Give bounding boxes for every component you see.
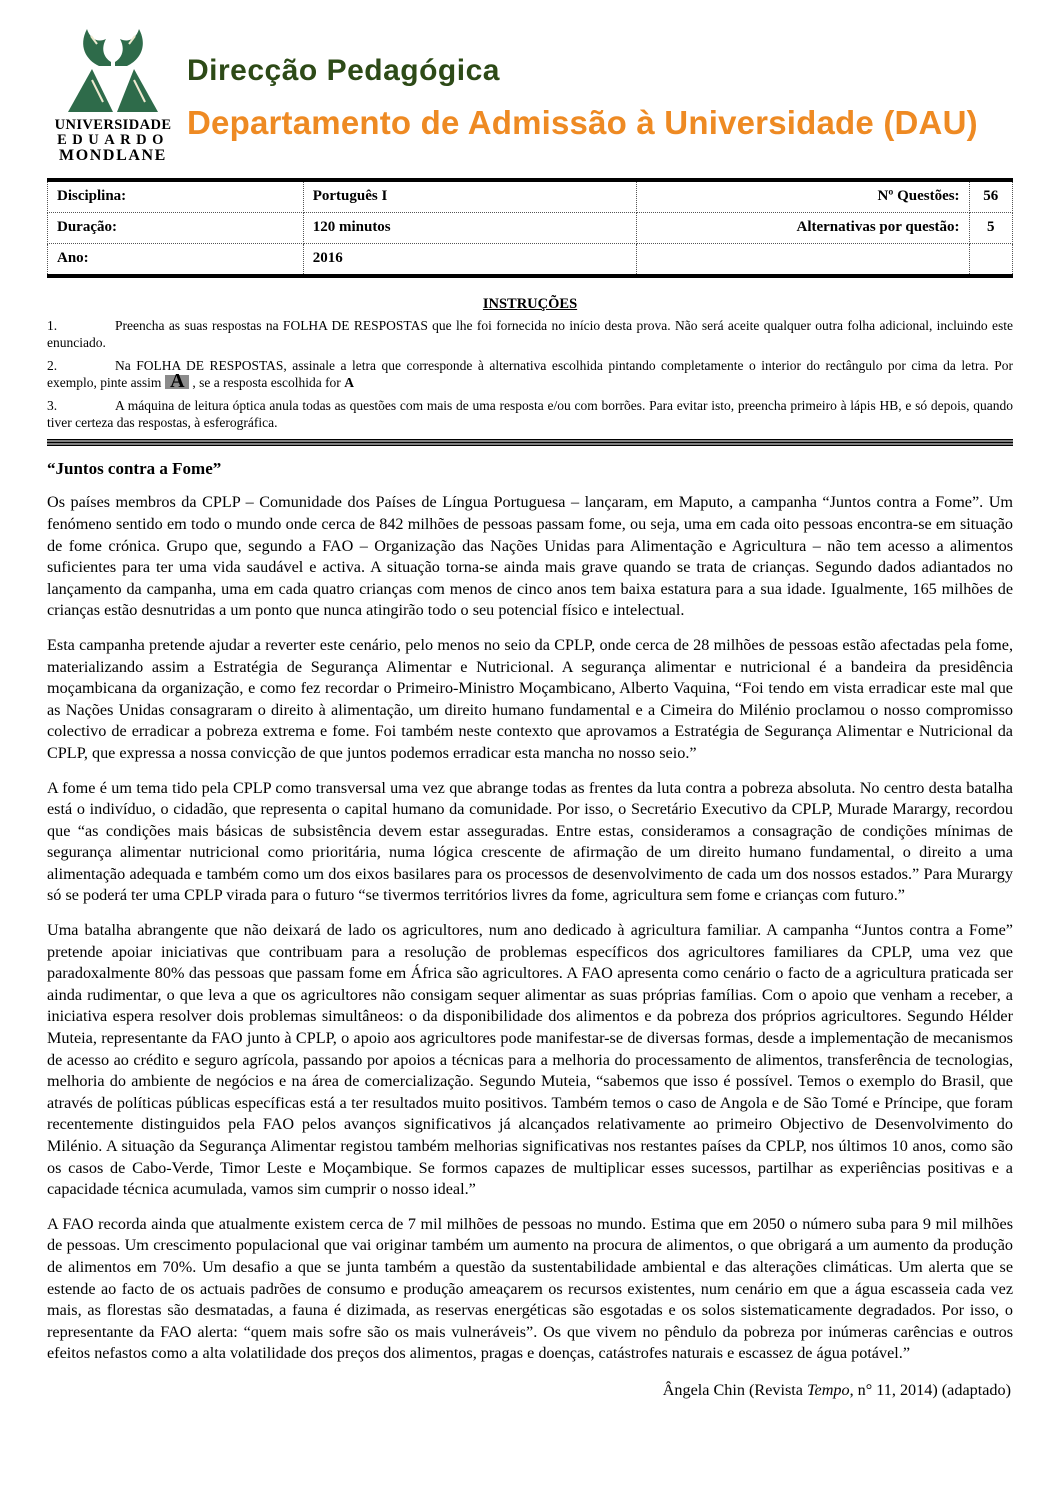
table-row-ano <box>48 243 1013 276</box>
instruction-text: Na FOLHA DE RESPOSTAS, assinale a letra que corresponde à alternativa escolhida pintando completamente o interior do rectângulo por cima da letra. Por exemplo, pinte assim <box>47 358 1013 390</box>
example-answer-letter: A <box>344 374 354 390</box>
uem-emblem-icon <box>53 24 173 116</box>
table-row-disciplina <box>48 180 1013 213</box>
instruction-number: 1. <box>47 318 58 334</box>
logo-text-line: UNIVERSIDADE <box>54 117 172 133</box>
header-titles <box>179 24 1013 142</box>
instruction-number: 2. <box>47 358 58 374</box>
reading-text <box>47 459 1013 1400</box>
logo-text-line: EDUARDO <box>57 131 169 148</box>
questoes-label: Nº Questões: <box>636 180 969 213</box>
ano-value: 2016 <box>303 243 636 276</box>
article-paragraph-4: Uma batalha abrangente que não deixará de lado os agricultores, num ano dedicado à agricultura familiar. A campanha “Juntos contra a Fome” pretende apoiar iniciativas que contribuam para a resolução de problemas específicos dos agricultores familiares da CPLP, uma vez que paradoxalmente 80% das pessoas que passam fome em África são agricultores. A FAO apresenta como cenário o facto de a agricultura praticada ser ainda rudimentar, o que leva a que os agricultores não consigam sequer alimentar as suas próprias famílias. Com o apoio que venham a receber, a iniciativa espera resolver dois problemas simultâneos: o da disponibilidade dos alimentos e da pobreza dos próprios agricultores. Segundo Hélder Muteia, representante da FAO junto à CPLP, o apoio aos agricultores pode manifestar-se de diversas formas, desde a implementação de mecanismos de acesso ao crédito e seguro agrícola, passando por apoios a técnicas para a melhoria do processamento de alimentos, transferência de tecnologias, melhoria do ambiente de negócios e na área de comercialização. Segundo Muteia, “sabemos que isso é possível. Temos o exemplo do Brasil, que através de políticas públicas específicas está a ter resultados muito positivos. Também temos o caso de Angola e de São Tomé e Príncipe, que foram recentemente distinguidos pela FAO pelos avanços significativos já alcançados relativamente ao primeiro Objectivo de Desenvolvimento do Milénio. A situação da Segurança Alimentar registou também melhorias significativas nos restantes países da CPLP, nos últimos 10 anos, como são os casos de Cabo-Verde, Timor Leste e Moçambique. Se formos capazes de multiplicar esses sucessos, partilhar as experiências positivas e a capacidade técnica acumulada, vamos sim cumprir o nosso ideal.” <box>47 921 1013 1199</box>
instruction-item-2 <box>47 358 1013 391</box>
university-name <box>47 118 179 164</box>
attribution-magazine: Tempo <box>807 1380 850 1399</box>
duracao-label: Duração: <box>48 212 304 243</box>
filled-answer-example-icon <box>165 369 189 392</box>
instruction-text: , se a resposta escolhida for <box>192 374 345 390</box>
questoes-value: 56 <box>969 180 1012 213</box>
instruction-text: Preencha as suas respostas na FOLHA DE RESPOSTAS que lhe foi fornecida no início desta prova. Não será aceite qualquer outra folha adicional, incluindo este enunciado. <box>47 318 1013 350</box>
attribution <box>47 1381 1013 1400</box>
exam-info-table <box>47 178 1013 278</box>
ano-label: Ano: <box>48 243 304 276</box>
instruction-number: 3. <box>47 398 58 414</box>
example-letter: A <box>170 369 185 392</box>
logo-text-line: MONDLANE <box>59 146 167 164</box>
empty-cell <box>636 243 969 276</box>
instructions-section <box>47 296 1013 432</box>
empty-cell <box>969 243 1012 276</box>
attribution-author: Ângela Chin (Revista <box>662 1380 807 1399</box>
article-paragraph-2: Esta campanha pretende ajudar a reverter este cenário, pelo menos no seio da CPLP, onde cerca de 28 milhões de pessoas estão afectadas pela fome, materializando assim a Estratégia de Segurança Alimentar e Nutricional. A segurança alimentar e nutricional é a bandeira da presidência moçambicana da organização, e como fez recordar o Primeiro-Ministro Moçambicano, Alberto Vaquina, “Foi tendo em vista erradicar este mal que as Nações Unidas consagraram o direito à alimentação, um direito humano fundamental e a Cimeira do Milénio proclamou o nosso compromisso colectivo de erradicar a pobreza extrema e fome. Foi também neste contexto que aprovamos a Estratégia de Segurança Alimentar e Nutricional da CPLP, que expressa a nossa convicção de que juntos podemos erradicar esta mancha no nosso seio.” <box>47 635 1013 762</box>
article-paragraph-1: Os países membros da CPLP – Comunidade dos Países de Língua Portuguesa – lançaram, em Maputo, a campanha “Juntos contra a Fome”. Um fenómeno sentido em todo o mundo onde cerca de 842 milhões de pessoas passam fome, ou seja, uma em cada oito pessoas encontra-se em situação de fome crónica. Grupo que, segundo a FAO – Organização das Nações Unidas para Alimentação e Agricultura – não tem acesso a alimentos suficientes para ter uma vida saudável e activa. A situação torna-se ainda mais grave quando se trata de crianças. Segundo dados adiantados no lançamento da campanha, uma em cada quatro crianças com menos de cinco anos tem baixa estatura para a sua idade. Igualmente, 165 milhões de crianças estão desnutridas a um ponto que nunca atingirão todo o seu potencial físico e intelectual. <box>47 493 1013 620</box>
university-logo <box>47 24 179 164</box>
instruction-text: A máquina de leitura óptica anula todas as questões com mais de uma resposta e/ou com borrões. Para evitar isto, preencha primeiro à lápis HB, e só depois, quando tiver certeza das respostas, à esferográfica. <box>47 398 1013 430</box>
direccao-pedagogica-title: Direcção Pedagógica <box>187 54 500 87</box>
duracao-value: 120 minutos <box>303 212 636 243</box>
instruction-item-3 <box>47 398 1013 431</box>
instruction-item-1 <box>47 318 1013 351</box>
article-title: “Juntos contra a Fome” <box>47 459 222 479</box>
section-divider <box>47 439 1013 446</box>
header <box>47 24 1013 164</box>
alternativas-value: 5 <box>969 212 1012 243</box>
departamento-dau-title: Departamento de Admissão à Universidade (DAU) <box>187 104 978 141</box>
attribution-details: , n° 11, 2014) (adaptado) <box>849 1380 1011 1399</box>
article-paragraph-3: A fome é um tema tido pela CPLP como transversal uma vez que abrange todas as frentes da luta contra a pobreza absoluta. No centro desta batalha está o indivíduo, o cidadão, que representa o capital humano da comunidade. Por isso, o Secretário Executivo da CPLP, Murade Marargy, recordou que “as condições mais básicas de subsistência devem estar asseguradas. Entre estas, consideramos a consagração de condições mínimas de segurança alimentar nutricional como prioritária, numa lógica crescente de afirmação de um direito humano fundamental, o direito a uma alimentação adequada e também como um dos eixos basilares para os processos de desenvolvimento de cada um dos nossos estados.” Para Murargy só se poderá ter uma CPLP virada para o futuro “se tivermos territórios livres da fome, agricultura sem fome e crianças com futuro.” <box>47 778 1013 905</box>
article-paragraph-5: A FAO recorda ainda que atualmente existem cerca de 7 mil milhões de pessoas no mundo. Estima que em 2050 o número suba para 9 mil milhões de pessoas. Um crescimento populacional que vai originar também um aumento na procura de alimentos, o que obrigará a um aumento da produção de alimentos em 70%. Um desafio a que se junta também a questão da sustentabilidade ambiental e das alterações climáticas. Um alerta que se estende ao facto de os actuais padrões de consumo e produção ameaçarem os recursos existentes, num cenário em que a água escasseia cada vez mais, as florestas são desmatadas, a fauna é dizimada, as reservas energéticas são esgotadas e os solos sistematicamente degradados. Por isso, o representante da FAO alerta: “quem mais sofre são os mais vulneráveis”. Os que vivem no pêndulo da pobreza por inúmeras carências e outros efeitos nefastos como a alta volatilidade dos preços dos alimentos, pragas e doenças, catástrofes naturais e escassez de água potável.” <box>47 1214 1013 1363</box>
table-row-duracao <box>48 212 1013 243</box>
instructions-title: INSTRUÇÕES <box>482 295 578 312</box>
disciplina-label: Disciplina: <box>48 180 304 213</box>
alternativas-label: Alternativas por questão: <box>636 212 969 243</box>
disciplina-value: Português I <box>303 180 636 213</box>
